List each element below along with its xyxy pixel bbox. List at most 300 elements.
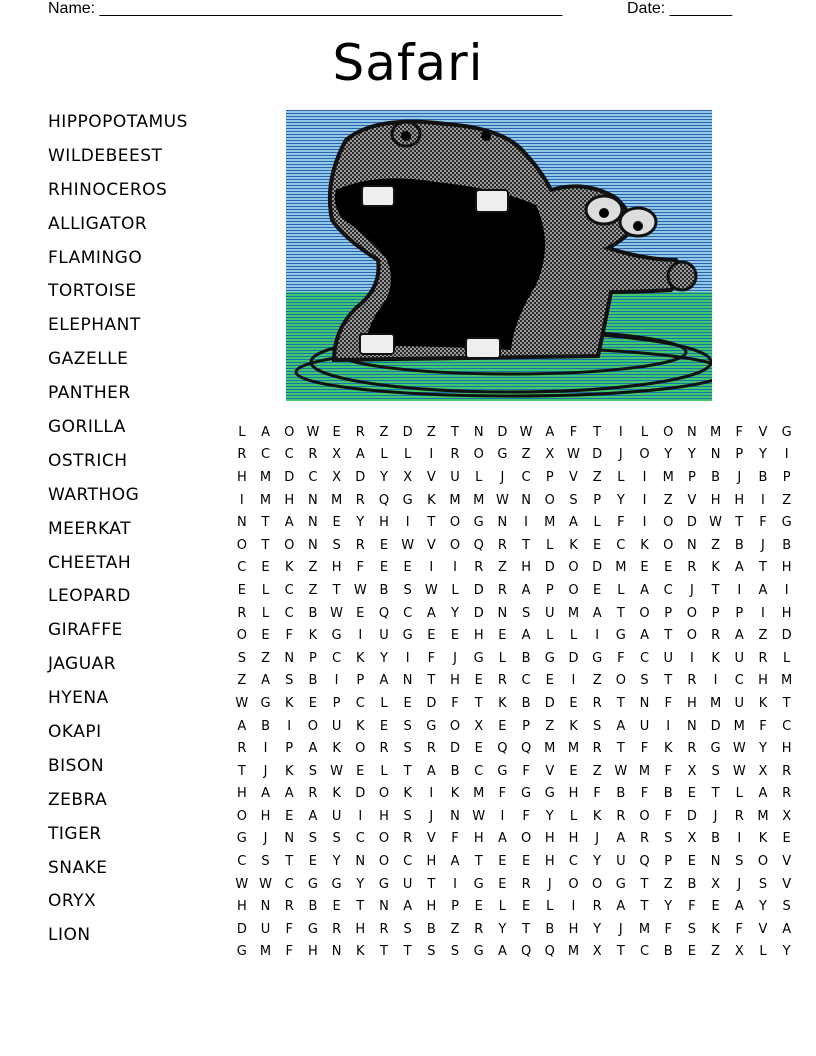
grid-letter: T xyxy=(522,537,531,553)
grid-letter: K xyxy=(403,786,412,802)
grid-letter: B xyxy=(663,944,673,960)
grid-row xyxy=(230,783,799,806)
grid-letter: E xyxy=(379,560,389,576)
grid-letter: H xyxy=(473,628,484,644)
grid-letter: L xyxy=(640,424,649,440)
grid-letter: H xyxy=(236,469,247,485)
grid-letter: Y xyxy=(593,854,602,870)
grid-letter: T xyxy=(640,899,649,915)
grid-letter: Y xyxy=(687,447,696,463)
grid-letter: M xyxy=(544,515,556,531)
grid-letter: F xyxy=(735,921,744,937)
grid-letter: T xyxy=(237,763,246,779)
grid-letter: O xyxy=(639,447,650,463)
grid-letter: P xyxy=(356,673,365,689)
grid-letter: X xyxy=(545,447,555,463)
grid-letter: K xyxy=(640,537,649,553)
grid-letter: F xyxy=(285,944,293,960)
grid-letter: E xyxy=(285,808,294,824)
grid-letter: S xyxy=(285,673,294,689)
grid-letter: H xyxy=(544,831,555,847)
grid-letter: E xyxy=(474,741,483,757)
grid-letter: N xyxy=(331,944,342,960)
grid-letter: S xyxy=(521,605,531,621)
grid-letter: F xyxy=(664,763,672,779)
grid-letter: Y xyxy=(379,650,388,666)
grid-letter: E xyxy=(427,628,436,644)
grid-letter: I xyxy=(618,424,623,440)
grid-letter: L xyxy=(238,424,246,440)
grid-letter: J xyxy=(737,876,742,892)
grid-letter: W xyxy=(495,492,509,508)
grid-letter: V xyxy=(782,854,792,870)
grid-letter: C xyxy=(474,763,484,779)
grid-letter: O xyxy=(686,605,698,621)
grid-letter: Q xyxy=(520,944,532,960)
grid-letter: R xyxy=(403,831,413,847)
grid-letter: S xyxy=(664,831,673,847)
grid-letter: O xyxy=(520,831,532,847)
grid-letter: T xyxy=(711,582,720,598)
grid-letter: H xyxy=(331,560,342,576)
grid-row xyxy=(230,850,799,873)
grid-letter: F xyxy=(427,650,436,666)
grid-letter: C xyxy=(260,447,271,463)
grid-letter: W xyxy=(732,763,746,779)
grid-letter: S xyxy=(403,718,412,734)
grid-letter: R xyxy=(616,808,626,824)
grid-letter: E xyxy=(498,876,507,892)
grid-letter: T xyxy=(522,921,531,937)
grid-row xyxy=(230,557,799,580)
grid-letter: D xyxy=(686,808,697,824)
grid-row xyxy=(230,624,799,647)
grid-letter: K xyxy=(284,763,294,779)
grid-letter: B xyxy=(379,582,389,598)
word-list xyxy=(48,110,188,957)
grid-letter: H xyxy=(544,854,555,870)
grid-letter: Y xyxy=(758,741,767,757)
grid-letter: U xyxy=(639,718,650,734)
grid-letter: F xyxy=(285,628,293,644)
grid-letter: Y xyxy=(332,854,341,870)
grid-letter: A xyxy=(261,424,270,440)
name-line: Name: ____________________________________________________ xyxy=(48,0,563,17)
grid-letter: H xyxy=(426,899,437,915)
grid-letter: N xyxy=(450,808,460,824)
grid-letter: P xyxy=(711,605,720,621)
grid-letter: T xyxy=(616,605,625,621)
grid-letter: E xyxy=(640,560,649,576)
grid-letter: Z xyxy=(758,628,768,644)
grid-letter: C xyxy=(403,605,413,621)
grid-letter: L xyxy=(498,650,507,666)
grid-letter: N xyxy=(308,537,318,553)
word-list-item: OSTRICH xyxy=(48,450,128,471)
grid-letter: A xyxy=(426,605,436,621)
grid-letter: A xyxy=(734,628,744,644)
grid-letter: O xyxy=(663,537,674,553)
grid-letter: O xyxy=(378,854,390,870)
grid-letter: F xyxy=(285,921,293,937)
word-list-item: ALLIGATOR xyxy=(48,213,148,234)
grid-letter: A xyxy=(308,808,318,824)
grid-letter: O xyxy=(568,582,579,598)
grid-letter: U xyxy=(734,695,745,711)
grid-row xyxy=(230,828,799,851)
grid-letter: F xyxy=(593,786,601,802)
grid-letter: O xyxy=(236,537,247,553)
grid-letter: E xyxy=(593,537,602,553)
grid-letter: N xyxy=(402,673,413,689)
grid-letter: F xyxy=(640,741,649,757)
grid-letter: N xyxy=(497,515,508,531)
grid-letter: R xyxy=(355,424,365,440)
grid-letter: U xyxy=(545,605,555,621)
grid-letter: R xyxy=(734,808,744,824)
grid-letter: C xyxy=(782,718,792,734)
grid-letter: F xyxy=(735,424,744,440)
grid-letter: J xyxy=(429,808,434,824)
grid-letter: X xyxy=(332,469,342,485)
grid-letter: F xyxy=(498,786,507,802)
word-list-item: LEOPARD xyxy=(48,586,131,607)
grid-letter: I xyxy=(429,560,434,576)
grid-letter: R xyxy=(308,447,318,463)
grid-letter: K xyxy=(711,921,720,937)
grid-letter: I xyxy=(689,650,694,666)
grid-letter: A xyxy=(734,560,744,576)
grid-letter: R xyxy=(592,899,602,915)
grid-letter: K xyxy=(758,695,768,711)
grid-letter: Q xyxy=(378,605,390,621)
grid-letter: H xyxy=(450,673,460,689)
grid-letter: G xyxy=(592,650,603,666)
grid-letter: R xyxy=(237,741,247,757)
grid-letter: V xyxy=(426,469,436,485)
grid-letter: S xyxy=(711,763,720,779)
grid-letter: L xyxy=(617,469,625,485)
grid-letter: W xyxy=(330,605,344,621)
grid-letter: G xyxy=(378,876,389,892)
grid-letter: O xyxy=(663,515,674,531)
grid-letter: H xyxy=(781,605,792,621)
grid-letter: Q xyxy=(639,854,650,870)
grid-letter: N xyxy=(497,605,508,621)
grid-letter: V xyxy=(758,921,768,937)
grid-row xyxy=(230,737,799,760)
grid-letter: F xyxy=(664,695,672,711)
grid-letter: I xyxy=(405,650,410,666)
grid-letter: R xyxy=(237,605,247,621)
grid-letter: C xyxy=(616,537,626,553)
grid-letter: E xyxy=(356,605,365,621)
grid-letter: R xyxy=(592,695,602,711)
grid-letter: U xyxy=(402,876,413,892)
grid-letter: M xyxy=(615,560,627,576)
grid-letter: Z xyxy=(521,447,531,463)
grid-letter: U xyxy=(331,808,342,824)
grid-letter: R xyxy=(379,921,389,937)
grid-letter: M xyxy=(473,786,485,802)
grid-letter: S xyxy=(782,899,791,915)
grid-letter: L xyxy=(261,605,270,621)
grid-letter: K xyxy=(356,944,365,960)
grid-letter: E xyxy=(593,582,602,598)
grid-letter: P xyxy=(545,582,554,598)
grid-letter: T xyxy=(403,944,412,960)
grid-letter: C xyxy=(237,560,247,576)
grid-letter: H xyxy=(781,741,792,757)
grid-letter: D xyxy=(710,718,721,734)
grid-row xyxy=(230,670,799,693)
grid-letter: E xyxy=(237,582,246,598)
grid-letter: T xyxy=(332,582,341,598)
grid-row xyxy=(230,602,799,625)
grid-letter: M xyxy=(781,673,793,689)
grid-letter: E xyxy=(332,899,341,915)
grid-letter: O xyxy=(639,605,650,621)
date-line: Date: _______ xyxy=(627,0,732,17)
grid-letter: C xyxy=(639,944,650,960)
grid-letter: A xyxy=(261,673,270,689)
grid-letter: I xyxy=(358,808,363,824)
grid-letter: B xyxy=(758,469,768,485)
grid-letter: E xyxy=(687,944,697,960)
grid-letter: A xyxy=(261,786,270,802)
grid-letter: S xyxy=(332,831,341,847)
grid-letter: N xyxy=(260,899,271,915)
grid-letter: L xyxy=(380,763,388,779)
grid-letter: P xyxy=(451,899,459,915)
grid-letter: D xyxy=(592,560,603,576)
word-list-item: ORYX xyxy=(48,891,97,912)
grid-letter: H xyxy=(260,808,271,824)
grid-letter: P xyxy=(522,718,531,734)
grid-letter: E xyxy=(474,899,483,915)
grid-letter: V xyxy=(426,831,436,847)
grid-letter: C xyxy=(237,854,247,870)
grid-row xyxy=(230,760,799,783)
grid-letter: A xyxy=(521,628,531,644)
grid-letter: I xyxy=(642,492,647,508)
grid-letter: H xyxy=(710,492,721,508)
word-list-item: OKAPI xyxy=(48,722,102,743)
grid-letter: I xyxy=(524,515,529,531)
grid-letter: R xyxy=(687,741,697,757)
grid-letter: I xyxy=(642,515,647,531)
grid-letter: T xyxy=(664,673,673,689)
word-list-item: BISON xyxy=(48,755,105,776)
grid-letter: O xyxy=(544,492,555,508)
grid-letter: B xyxy=(687,876,697,892)
grid-row xyxy=(230,421,799,444)
grid-letter: M xyxy=(709,424,722,440)
grid-letter: D xyxy=(284,469,295,485)
grid-letter: Y xyxy=(356,876,365,892)
grid-letter: T xyxy=(356,899,365,915)
grid-letter: E xyxy=(782,831,791,847)
grid-letter: I xyxy=(263,741,268,757)
grid-letter: W xyxy=(353,582,367,598)
grid-letter: I xyxy=(737,831,742,847)
grid-letter: S xyxy=(237,650,246,666)
grid-letter: U xyxy=(260,921,271,937)
grid-letter: T xyxy=(640,876,649,892)
grid-letter: A xyxy=(355,447,365,463)
grid-letter: V xyxy=(545,763,555,779)
grid-letter: B xyxy=(734,537,744,553)
grid-letter: W xyxy=(424,582,438,598)
grid-letter: M xyxy=(638,921,651,937)
grid-letter: A xyxy=(308,741,318,757)
grid-letter: R xyxy=(355,537,365,553)
grid-letter: M xyxy=(567,741,580,757)
grid-letter: C xyxy=(284,876,294,892)
grid-letter: R xyxy=(782,786,792,802)
grid-letter: S xyxy=(569,492,578,508)
grid-letter: Z xyxy=(711,537,721,553)
grid-letter: Y xyxy=(356,515,365,531)
grid-letter: P xyxy=(545,469,554,485)
grid-row xyxy=(230,534,799,557)
word-list-item: FLAMINGO xyxy=(48,247,143,268)
grid-letter: J xyxy=(761,537,765,553)
grid-letter: P xyxy=(593,492,602,508)
grid-letter: B xyxy=(308,673,318,689)
grid-letter: T xyxy=(616,695,625,711)
grid-letter: T xyxy=(451,424,459,440)
grid-letter: H xyxy=(236,786,247,802)
grid-letter: W xyxy=(306,424,320,440)
grid-letter: N xyxy=(473,424,484,440)
grid-letter: G xyxy=(781,424,792,440)
grid-letter: N xyxy=(521,492,531,508)
grid-letter: C xyxy=(355,831,365,847)
grid-letter: R xyxy=(450,447,460,463)
grid-letter: G xyxy=(402,492,413,508)
grid-letter: A xyxy=(569,515,578,531)
word-list-item: ZEBRA xyxy=(48,789,108,810)
grid-letter: R xyxy=(592,741,602,757)
grid-letter: P xyxy=(735,605,744,621)
grid-letter: J xyxy=(263,763,268,779)
grid-letter: S xyxy=(735,854,744,870)
grid-letter: E xyxy=(450,628,460,644)
grid-letter: R xyxy=(497,537,507,553)
grid-letter: A xyxy=(616,899,626,915)
grid-letter: A xyxy=(379,673,389,689)
grid-letter: J xyxy=(453,650,457,666)
grid-letter: D xyxy=(544,560,555,576)
grid-letter: F xyxy=(759,718,767,734)
grid-letter: G xyxy=(497,763,508,779)
word-list-item: TORTOISE xyxy=(48,281,137,302)
grid-letter: H xyxy=(568,786,579,802)
grid-letter: I xyxy=(334,673,339,689)
grid-letter: K xyxy=(498,695,507,711)
grid-letter: D xyxy=(450,741,461,757)
grid-letter: I xyxy=(453,876,457,892)
grid-letter: M xyxy=(733,718,745,734)
grid-letter: H xyxy=(758,673,768,689)
grid-letter: K xyxy=(758,831,768,847)
grid-letter: P xyxy=(735,447,744,463)
grid-letter: M xyxy=(567,944,580,960)
grid-letter: H xyxy=(236,899,247,915)
grid-letter: H xyxy=(426,854,437,870)
grid-letter: A xyxy=(640,582,649,598)
grid-letter: Y xyxy=(498,921,507,937)
grid-letter: D xyxy=(568,650,579,666)
grid-letter: V xyxy=(782,876,792,892)
grid-letter: N xyxy=(308,515,318,531)
grid-letter: S xyxy=(427,944,436,960)
grid-letter: L xyxy=(404,447,412,463)
grid-letter: G xyxy=(331,628,342,644)
grid-letter: Q xyxy=(497,741,508,757)
grid-letter: O xyxy=(284,424,295,440)
grid-letter: E xyxy=(569,695,578,711)
grid-letter: M xyxy=(757,808,769,824)
grid-letter: J xyxy=(713,808,718,824)
grid-letter: G xyxy=(710,741,721,757)
grid-letter: D xyxy=(236,921,247,937)
letter-grid xyxy=(230,421,799,963)
grid-letter: L xyxy=(380,447,388,463)
grid-letter: R xyxy=(426,741,436,757)
grid-letter: G xyxy=(473,515,484,531)
grid-letter: V xyxy=(569,469,578,485)
grid-letter: J xyxy=(263,831,268,847)
grid-letter: K xyxy=(356,718,365,734)
grid-row xyxy=(230,692,799,715)
grid-letter: A xyxy=(640,628,649,644)
grid-letter: P xyxy=(664,605,673,621)
grid-letter: Y xyxy=(758,899,767,915)
grid-letter: S xyxy=(308,831,318,847)
grid-letter: B xyxy=(308,605,318,621)
grid-letter: E xyxy=(687,854,697,870)
grid-letter: T xyxy=(616,944,625,960)
grid-letter: I xyxy=(761,492,765,508)
grid-letter: E xyxy=(498,628,507,644)
grid-letter: N xyxy=(687,537,697,553)
grid-letter: G xyxy=(426,718,437,734)
grid-letter: P xyxy=(664,854,673,870)
grid-letter: G xyxy=(521,786,532,802)
grid-letter: E xyxy=(332,424,341,440)
grid-letter: N xyxy=(710,447,721,463)
grid-letter: W xyxy=(614,763,628,779)
grid-letter: Z xyxy=(450,921,460,937)
grid-letter: O xyxy=(757,854,769,870)
grid-letter: I xyxy=(713,673,718,689)
grid-letter: G xyxy=(473,944,484,960)
grid-letter: K xyxy=(569,718,578,734)
grid-letter: Z xyxy=(663,876,673,892)
grid-letter: N xyxy=(639,695,650,711)
grid-letter: N xyxy=(687,718,697,734)
grid-letter: R xyxy=(640,831,650,847)
grid-letter: A xyxy=(758,582,768,598)
grid-letter: P xyxy=(782,469,791,485)
grid-letter: M xyxy=(259,492,272,508)
grid-row xyxy=(230,444,799,467)
grid-letter: J xyxy=(689,582,694,598)
grid-letter: L xyxy=(380,695,388,711)
grid-letter: P xyxy=(687,469,696,485)
